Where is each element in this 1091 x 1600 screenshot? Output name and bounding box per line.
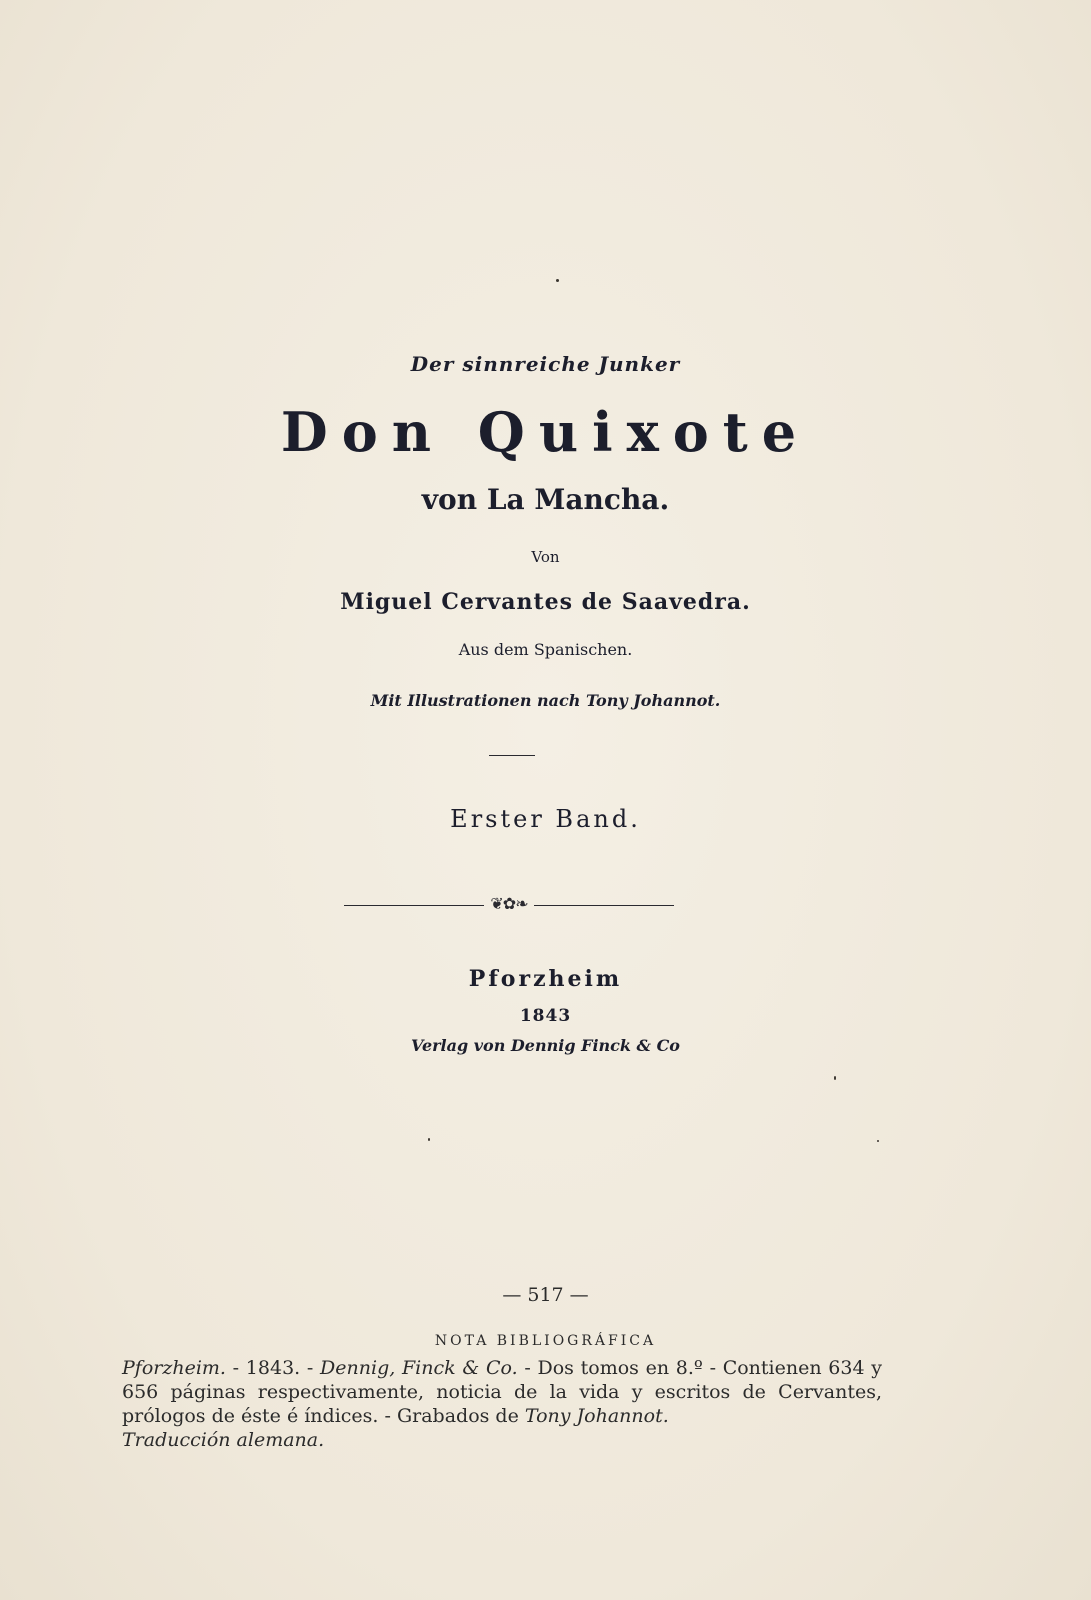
volume-label: Erster Band.	[450, 805, 641, 833]
author-name: Miguel Cervantes de Saavedra.	[340, 589, 751, 615]
main-title: Don Quixote	[280, 400, 811, 464]
divider-line-left	[344, 905, 484, 906]
title-line-1: Der sinnreiche Junker	[410, 352, 681, 376]
nota-heading: NOTA BIBLIOGRÁFICA	[434, 1333, 657, 1349]
print-speck	[428, 1138, 430, 1141]
print-speck	[877, 1140, 879, 1142]
title-line-3: von La Mancha.	[421, 483, 670, 516]
note-illustrator: Tony Johannot.	[524, 1405, 669, 1427]
translation-note: Aus dem Spanischen.	[458, 640, 633, 659]
print-speck	[556, 279, 559, 282]
short-divider	[489, 755, 535, 756]
ornament-icon: ❦✿❧	[490, 894, 528, 913]
title-line-4: Von	[531, 548, 560, 566]
bibliographic-note	[122, 1356, 882, 1452]
place-of-publication: Pforzheim	[468, 966, 623, 992]
page-number: — 517 —	[502, 1284, 589, 1306]
illustrations-note: Mit Illustrationen nach Tony Johannot.	[370, 691, 721, 710]
note-description: - Dos tomos en 8.º - Contienen 634 y 656 páginas respectivamente, noticia de la vida y escritos de Cervantes, prólogos de éste é índices. - Grabados de	[122, 1357, 882, 1427]
note-place: Pforzheim.	[122, 1357, 226, 1379]
note-publisher: Dennig, Finck & Co.	[320, 1357, 518, 1379]
publication-year: 1843	[519, 1006, 572, 1026]
print-speck	[834, 1076, 836, 1080]
divider-line-right	[534, 905, 674, 906]
note-year: - 1843. -	[225, 1357, 321, 1379]
ornamental-divider	[344, 894, 674, 913]
note-paragraph	[122, 1356, 882, 1428]
note-translation: Traducción alemana.	[122, 1429, 325, 1451]
publisher: Verlag von Dennig Finck & Co	[411, 1036, 680, 1055]
